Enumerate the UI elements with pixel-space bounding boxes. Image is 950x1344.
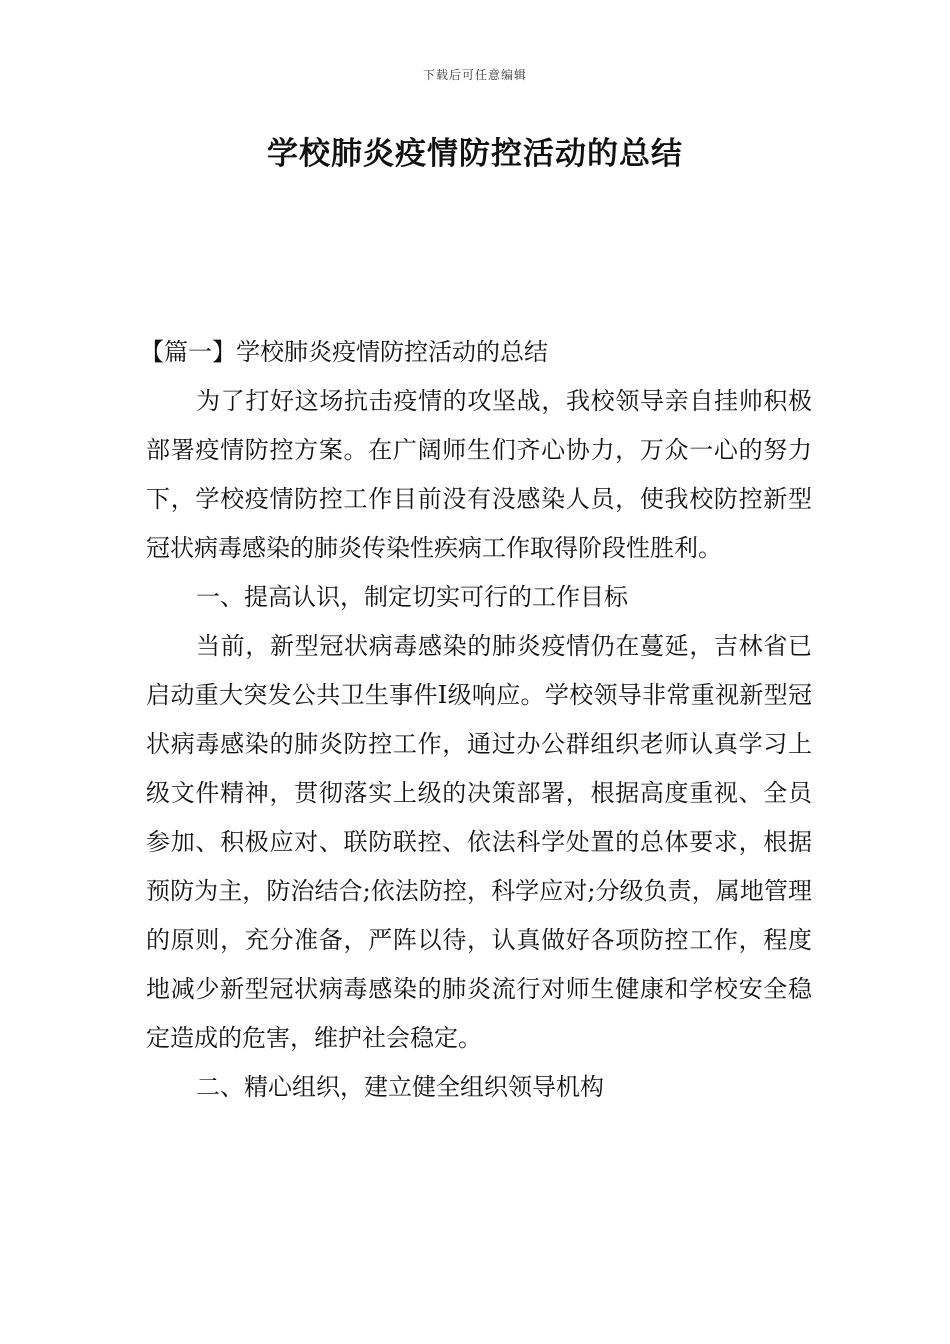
header-note: 下载后可任意编辑 (422, 68, 527, 82)
paragraph-intro: 为了打好这场抗击疫情的攻坚战，我校领导亲自挂帅积极部署疫情防控方案。在广阔师生们齐心协力，万众一心的努力下，学校疫情防控工作目前没有没感染人员，使我校防控新型冠状病毒感染的肺炎传染性疾病工作取得阶段性胜利。 (146, 387, 812, 562)
subheading-one: 一、提高认识，制定切实可行的工作目标 (196, 583, 628, 611)
paragraph-current-situation: 当前，新型冠状病毒感染的肺炎疫情仍在蔓延，吉林省已启动重大突发公共卫生事件Ⅰ级响应。学校领导非常重视新型冠状病毒感染的肺炎防控工作，通过办公群组织老师认真学习上级文件精神，贯彻落实上级的决策部署，根据高度重视、全员参加、积极应对、联防联控、依法科学处置的总体要求，根据预防为主，防治结合;依法防控，科学应对;分级负责，属地管理的原则，充分准备，严阵以待，认真做好各项防控工作，程度地减少新型冠状病毒感染的肺炎流行对师生健康和学校安全稳定造成的危害，维护社会稳定。 (146, 632, 812, 1052)
subheading-two: 二、精心组织，建立健全组织领导机构 (196, 1073, 604, 1101)
section-heading-part-one: 【篇一】学校肺炎疫情防控活动的总结 (140, 338, 548, 366)
document-title: 学校肺炎疫情防控活动的总结 (267, 136, 683, 172)
document-body (140, 328, 812, 1112)
